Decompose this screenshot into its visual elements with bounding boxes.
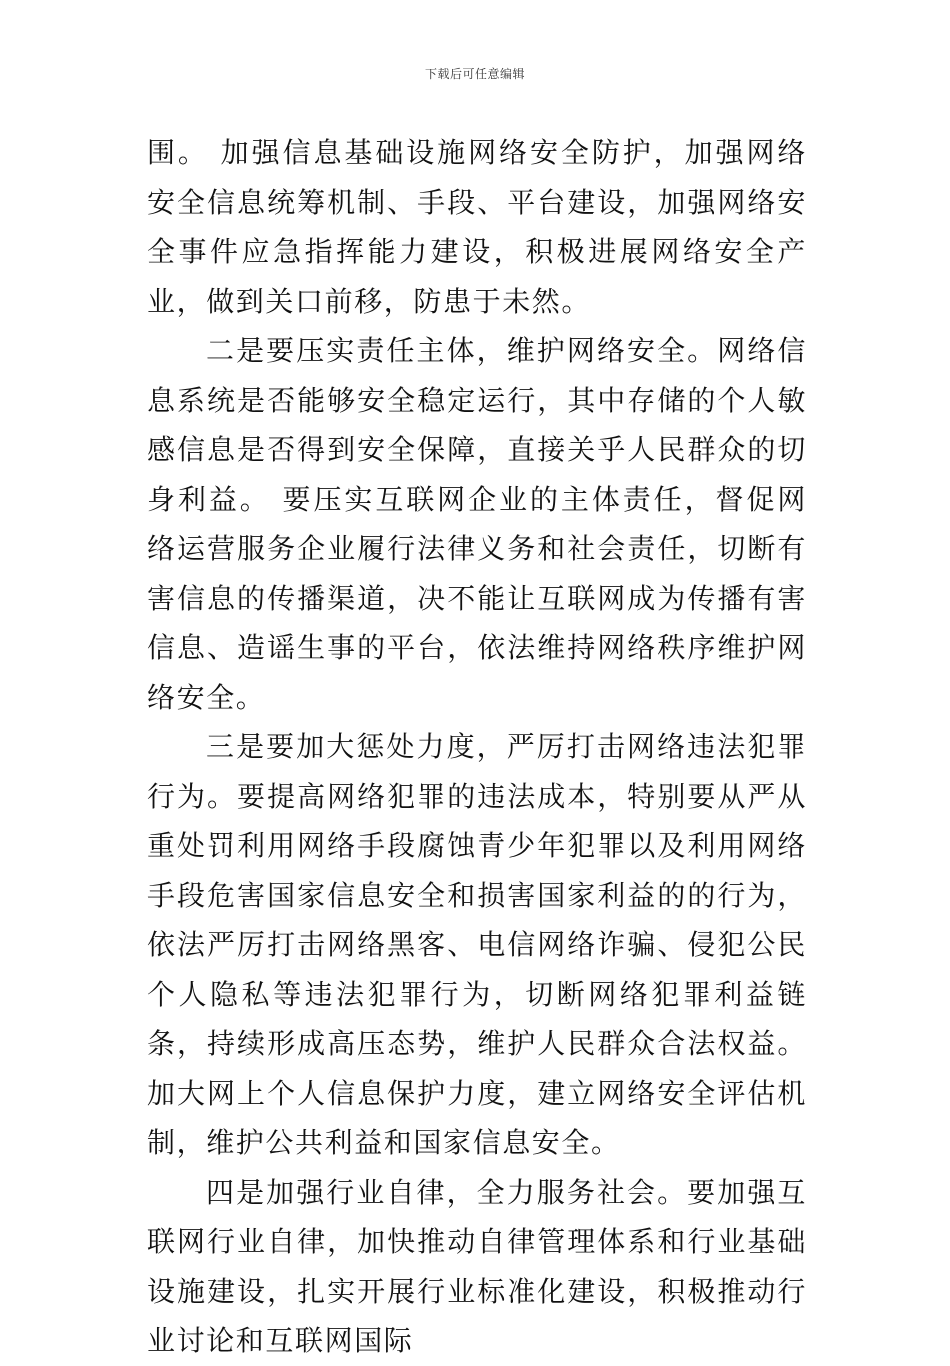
document-body (147, 128, 807, 1366)
header-note: 下载后可任意编辑 (424, 67, 525, 81)
paragraph-point-two: 二是要压实责任主体，维护网络安全。网络信息系统是否能够安全稳定运行，其中存储的个人敏感信息是否得到安全保障，直接关乎人民群众的切身利益。 要压实互联网企业的主体责任，督促网络运营服务企业履行法律义务和社会责任，切断有害信息的传播渠道，决不能让互联网成为传播有害信息、造谣生事的平台，依法维持网络秩序维护网络安全。 (147, 334, 807, 714)
paragraph-point-four: 四是加强行业自律，全力服务社会。要加强互联网行业自律，加快推动自律管理体系和行业基础设施建设，扎实开展行业标准化建设，积极推动行业讨论和互联网国际 (147, 1175, 807, 1357)
paragraph-point-three: 三是要加大惩处力度，严厉打击网络违法犯罪行为。要提高网络犯罪的违法成本，特别要从严从重处罚利用网络手段腐蚀青少年犯罪以及利用网络手段危害国家信息安全和损害国家利益的的行为，依法严厉打击网络黑客、电信网络诈骗、侵犯公民个人隐私等违法犯罪行为，切断网络犯罪利益链条，持续形成高压态势，维护人民群众合法权益。加大网上个人信息保护力度，建立网络安全评估机制，维护公共利益和国家信息安全。 (147, 730, 807, 1159)
paragraph-continuation: 围。 加强信息基础设施网络安全防护，加强网络安全信息统筹机制、手段、平台建设，加强网络安全事件应急指挥能力建设，积极进展网络安全产业，做到关口前移，防患于未然。 (147, 136, 807, 318)
